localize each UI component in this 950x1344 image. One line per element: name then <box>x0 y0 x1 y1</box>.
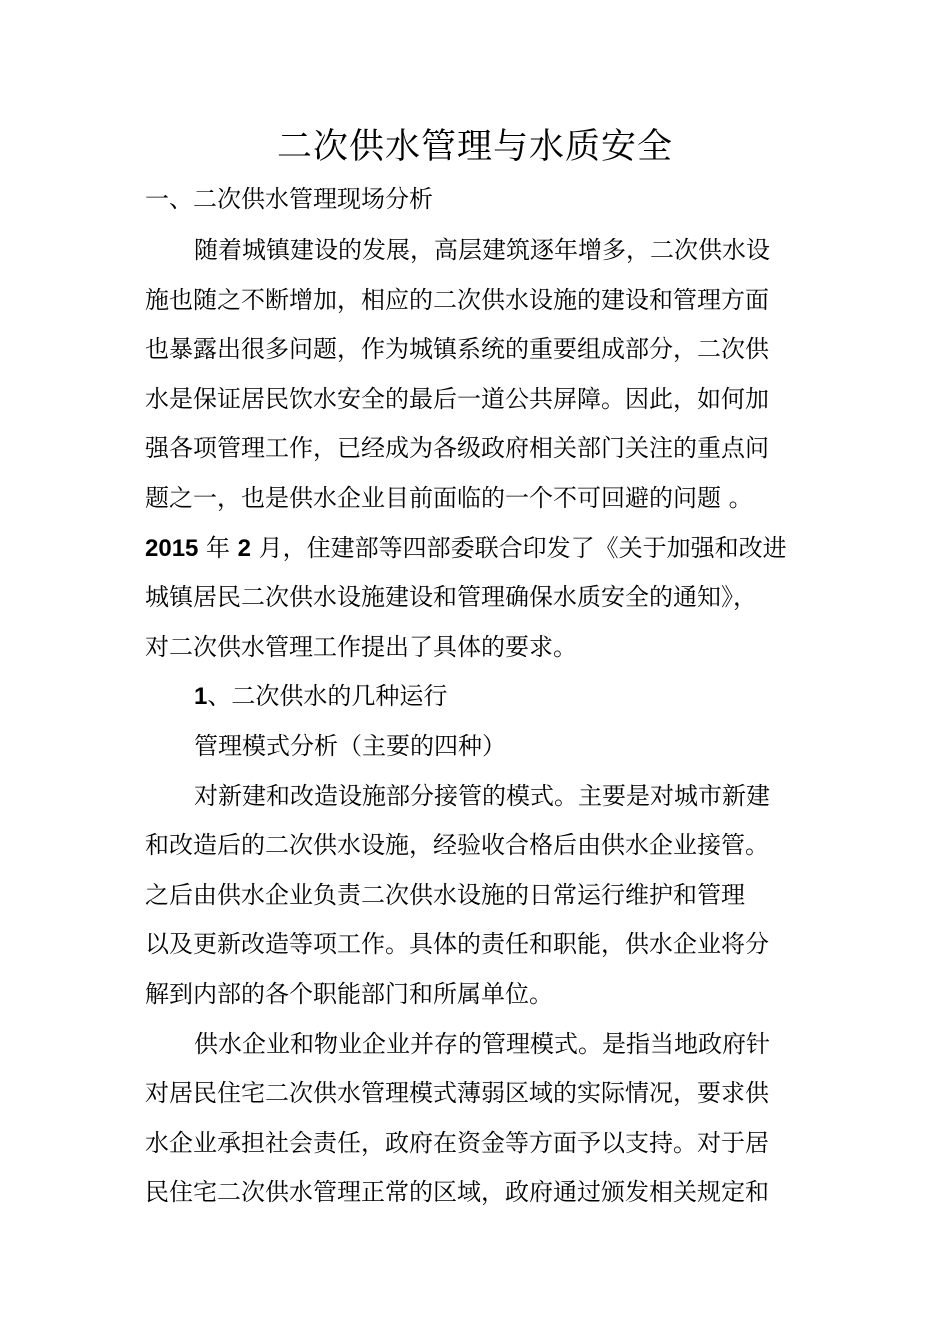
paragraph-line: 施也随之不断增加，相应的二次供水设施的建设和管理方面 <box>145 285 769 314</box>
month-value: 2 <box>237 534 252 562</box>
paragraph-line <box>145 524 815 574</box>
paragraph-line: 对居民住宅二次供水管理模式薄弱区域的实际情况，要求供 <box>145 1079 769 1108</box>
subsection-text: 、二次供水的几种运行 <box>207 682 448 711</box>
paragraph-line: 城镇居民二次供水设施建设和管理确保水质安全的通知》， <box>145 583 757 612</box>
paragraph-line: 解到内部的各个职能部门和所属单位。 <box>145 979 553 1008</box>
paragraph-line: 强各项管理工作，已经成为各级政府相关部门关注的重点问 <box>145 434 769 463</box>
paragraph-line: 供水企业和物业企业并存的管理模式。是指当地政府针 <box>194 1029 770 1058</box>
document-title: 二次供水管理与水质安全 <box>276 127 673 167</box>
paragraph-line: 水企业承担社会责任，政府在资金等方面予以支持。对于居 <box>145 1128 769 1157</box>
paragraph-line: 民住宅二次供水管理正常的区域，政府通过颁发相关规定和 <box>145 1178 769 1207</box>
paragraph-line: 也暴露出很多问题，作为城镇系统的重要组成部分，二次供 <box>145 335 769 364</box>
paragraph-line: 之后由供水企业负责二次供水设施的日常运行维护和管理 <box>145 880 745 909</box>
document-body <box>145 226 815 1218</box>
item-number: 1 <box>194 683 208 711</box>
paragraph-line: 对二次供水管理工作提出了具体的要求。 <box>145 632 577 661</box>
month-rest: 月，住建部等四部委联合印发了《关于加强和改进 <box>258 533 787 562</box>
section-heading: 一、二次供水管理现场分析 <box>145 185 433 213</box>
year-value: 2015 <box>145 534 199 562</box>
subsection-line <box>145 672 815 722</box>
paragraph-line: 以及更新改造等项工作。具体的责任和职能，供水企业将分 <box>145 930 769 959</box>
paragraph-line: 随着城镇建设的发展，高层建筑逐年增多，二次供水设 <box>194 236 770 264</box>
year-unit: 年 <box>206 533 231 562</box>
subsection-line: 管理模式分析（主要的四种） <box>194 731 506 760</box>
paragraph-line: 和改造后的二次供水设施，经验收合格后由供水企业接管。 <box>145 831 769 860</box>
paragraph-line: 对新建和改造设施部分接管的模式。主要是对城市新建 <box>194 781 770 810</box>
paragraph-line: 水是保证居民饮水安全的最后一道公共屏障。因此，如何加 <box>145 384 769 413</box>
paragraph-line: 题之一，也是供水企业目前面临的一个不可回避的问题 。 <box>145 483 753 512</box>
